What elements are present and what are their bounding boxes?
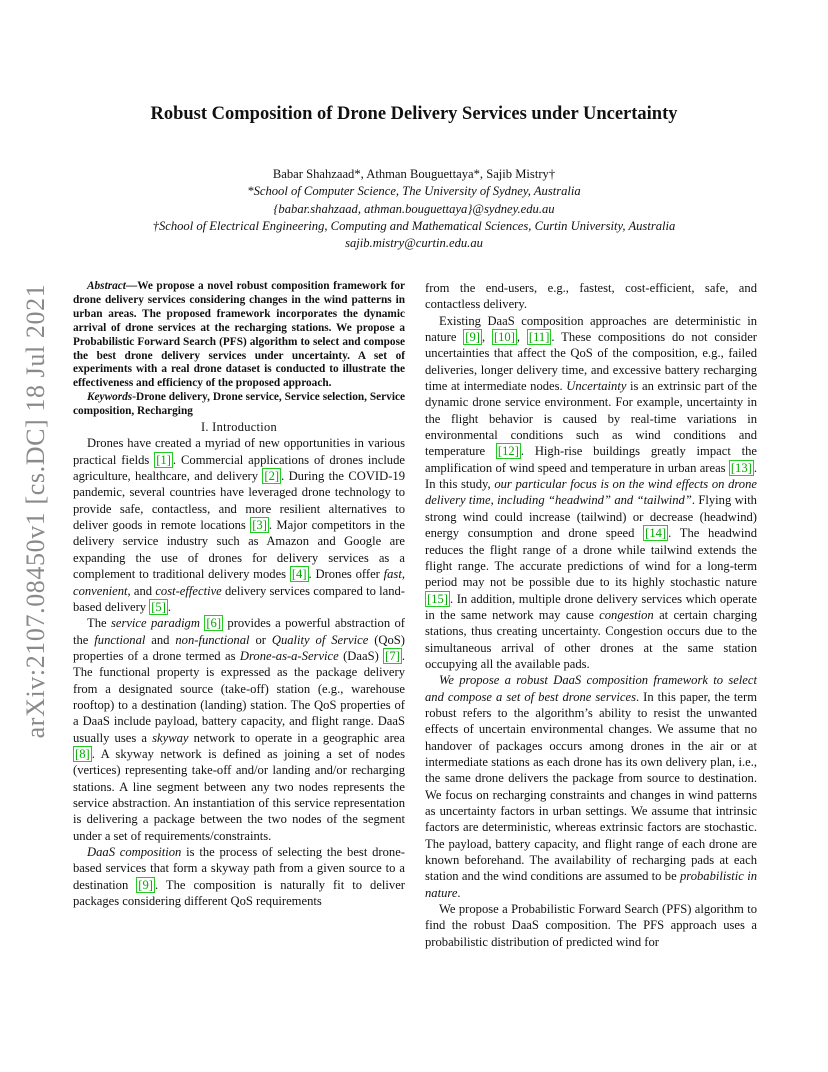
citation-link[interactable]: [5]	[151, 599, 166, 614]
abstract-text: —We propose a novel robust composition framework for drone delivery services considering changes in the wind patterns in urban areas. The proposed framework incorporates the dynamic arrival of drone services at the recharging stations. We propose a Probabilistic Forward Search (PFS) algorithm to select and compose the best drone delivery services under uncertainty. A set of experiments with a real drone dataset is conducted to illustrate the effectiveness and efficiency of the proposed approach.	[73, 280, 405, 390]
right-column	[425, 280, 757, 950]
keywords-label: Keywords	[87, 391, 133, 404]
section-heading-introduction: I. Introduction	[200, 420, 278, 435]
citation-link[interactable]: [6]	[206, 616, 222, 631]
citation-link[interactable]: [15]	[427, 591, 448, 606]
left-column	[73, 280, 405, 909]
citation-link[interactable]: [3]	[252, 518, 267, 533]
citation-link[interactable]: [2]	[264, 469, 280, 484]
author-block	[0, 166, 828, 252]
author-names: Babar Shahzaad*, Athman Bouguettaya*, Sajib Mistry†	[272, 167, 556, 181]
arxiv-identifier: arXiv:2107.08450v1 [cs.DC] 18 Jul 2021	[21, 283, 50, 739]
citation-link[interactable]: [7]	[385, 648, 400, 663]
citation-link[interactable]: [9]	[465, 330, 480, 345]
email-sydney: {babar.shahzaad, athman.bouguettaya}@sydney.edu.au	[273, 201, 555, 216]
intro-paragraph-6: We propose a Probabilistic Forward Search (PFS) algorithm to find the robust DaaS composition. The PFS approach uses a probabilistic distribution of predicted wind for	[425, 902, 757, 949]
intro-paragraph-3-continued: from the end-users, e.g., fastest, cost-efficient, safe, and contactless delivery.	[425, 281, 757, 312]
paper-title: Robust Composition of Drone Delivery Services under Uncertainty	[150, 104, 678, 124]
affiliation-sydney: *School of Computer Science, The University of Sydney, Australia	[247, 184, 581, 199]
intro-paragraph-2: The service paradigm [6] provides a powerful abstraction of the functional and non-functional or Quality of Service (QoS) properties of a drone termed as Drone-as-a-Service (DaaS) [7] . The functional property is expressed as the package delivery from a designated source (take-off) station (e.g., warehouse rooftop) to a destination (landing) station. The QoS properties of a DaaS include payload, battery capacity, and flight range. DaaS usually uses a skyway network to operate in a geographic area [8] . A skyway network is defined as joining a set of nodes (vertices) representing take-off and/or landing and/or recharging stations. A line segment between any two nodes represents the service abstraction. An instantiation of this service representation is delivering a package between the two nodes of the segment under a set of requirements/constraints.	[73, 616, 406, 843]
email-curtin: sajib.mistry@curtin.edu.au	[345, 236, 483, 251]
citation-link[interactable]: [8]	[75, 746, 90, 761]
citation-link[interactable]: [10]	[493, 330, 515, 345]
citation-link[interactable]: [13]	[730, 460, 752, 475]
abstract-label: Abstract	[87, 280, 126, 292]
intro-paragraph-3: DaaS composition is the process of selecting the best drone-based services that form a skyway path from a given source to a destination [9] . The composition is naturally fit to deliver packages considering different QoS requirements	[73, 845, 406, 909]
intro-paragraph-1: Drones have created a myriad of new opportunities in various practical fields [1] . Commercial applications of drones include agriculture, healthcare, and delivery [2] . During the COVID-19 pandemic, several countries have leveraged drone technology to provide safe, contactless, and more resilient alternatives to deliver goods in remote locations [3] . Major competitors in the delivery service industry such as Amazon and Google are expanding the use of drones for delivery services as a complement to traditional delivery modes [4] . Drones offer fast, convenient, and cost-effective delivery services compared to land-based delivery [5] .	[73, 436, 405, 614]
intro-paragraph-4: Existing DaaS composition approaches are deterministic in nature [9] , [10] , [11] . These compositions do not consider uncertainties that affect the QoS of the composition, e.g., failed deliveries, longer delivery time, and excessive battery recharging time at intermediate nodes. Uncertainty is an extrinsic part of the dynamic drone service environment. For example, uncertainty in the flight behavior is caused by real-time variations in environmental conditions such as wind conditions and temperature [12] . High-rise buildings greatly impact the amplification of wind speed and temperature in urban areas [13] . In this study, our particular focus is on the wind effects on drone delivery time, including “headwind” and “tailwind”. Flying with strong wind could increase (tailwind) or decrease (headwind) energy consumption and drone speed [14] . The headwind reduces the flight range of a drone while tailwind extends the flight range. The accurate predictions of wind for a long-term period may not be possible due to its highly stochastic nature [15] . In addition, multiple drone delivery services which operate in the same network may cause congestion at certain charging stations, thus creating uncertainty. Congestion occurs due to the simultaneous arrival of other drones at the same station occupying all the available pads.	[425, 313, 757, 671]
keywords	[73, 391, 405, 419]
citation-link[interactable]: [1]	[156, 452, 171, 467]
citation-link[interactable]: [4]	[291, 567, 307, 582]
citation-link[interactable]: [11]	[528, 330, 550, 345]
keywords-text: -Drone delivery, Drone service, Service selection, Service composition, Recharging	[73, 391, 405, 418]
arxiv-sidebar	[18, 283, 54, 739]
abstract	[73, 280, 405, 391]
citation-link[interactable]: [9]	[138, 877, 153, 892]
citation-link[interactable]: [14]	[645, 526, 667, 541]
affiliation-curtin: †School of Electrical Engineering, Computing and Mathematical Sciences, Curtin University, Australia	[152, 218, 676, 233]
intro-paragraph-5: We propose a robust DaaS composition framework to select and compose a set of best drone services. In this paper, the term robust refers to the algorithm’s ability to resist the unwanted effects of uncertain environmental changes. We assume that no handover of packages occurs among drones in the air or at intermediate stations as each drone has its own delivery plan, i.e., the same drone delivers the package from source to destination. We focus on recharging constraints and changes in wind patterns as uncertainty factors in urban settings. We assume that intrinsic factors are deterministic, whereas extrinsic factors are stochastic. The payload, battery capacity, and flight range of each drone are known beforehand. The availability of recharging pads at each station and the wind conditions are assumed to be probabilistic in nature.	[425, 673, 757, 900]
citation-link[interactable]: [12]	[497, 444, 519, 459]
